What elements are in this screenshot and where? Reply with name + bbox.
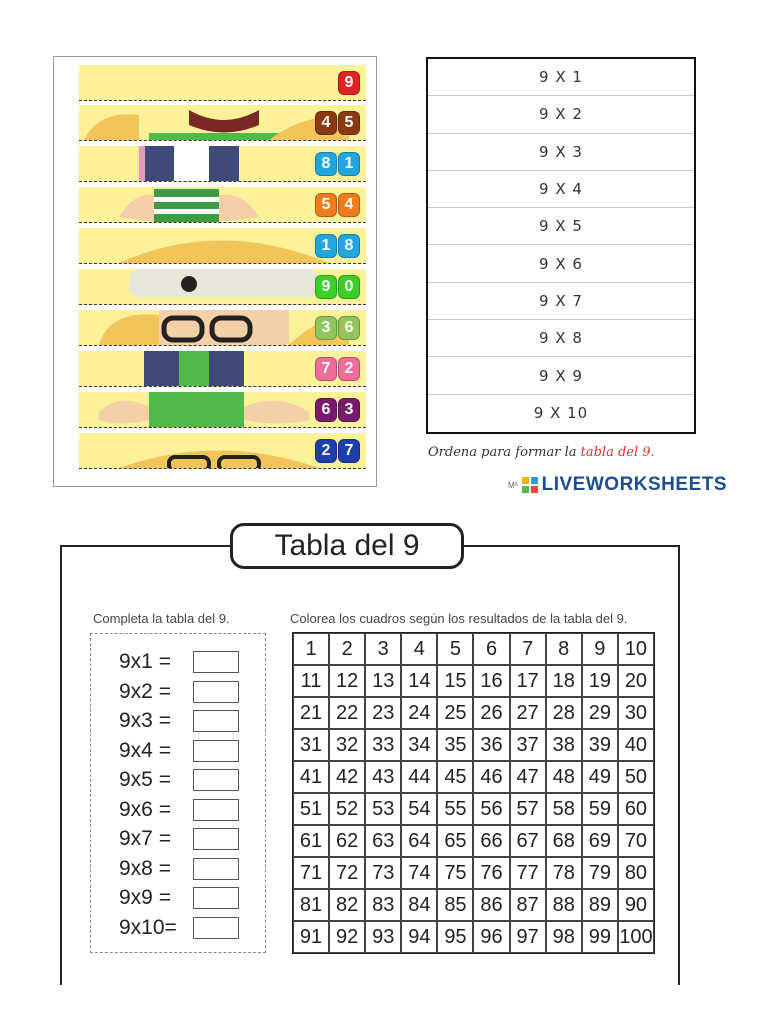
- grid-cell[interactable]: 63: [365, 825, 401, 857]
- grid-cell[interactable]: 21: [293, 697, 329, 729]
- puzzle-strip[interactable]: [79, 310, 366, 346]
- list-row[interactable]: 9 X 3: [428, 134, 694, 171]
- instruction-highlight: tabla del 9.: [580, 445, 655, 460]
- grid-cell[interactable]: 19: [582, 665, 618, 697]
- grid-cell[interactable]: 38: [546, 729, 582, 761]
- equation-label: 9x4 =: [119, 738, 171, 762]
- grid-cell[interactable]: 94: [401, 921, 437, 953]
- list-row[interactable]: 9 X 4: [428, 171, 694, 208]
- badge-digit: 8: [338, 234, 360, 258]
- badge-digit: 3: [315, 316, 337, 340]
- equation-box: [90, 633, 266, 953]
- answer-input[interactable]: [193, 740, 239, 762]
- grid-cell[interactable]: 24: [401, 697, 437, 729]
- grid-cell[interactable]: 53: [365, 793, 401, 825]
- equation-row: [119, 886, 239, 910]
- puzzle-strip[interactable]: [79, 269, 366, 305]
- puzzle-strip[interactable]: [79, 146, 366, 182]
- answer-input[interactable]: [193, 769, 239, 791]
- grid-cell[interactable]: 4: [401, 633, 437, 665]
- puzzle-strip[interactable]: [79, 433, 366, 469]
- strip-number-badge: [315, 316, 360, 340]
- grid-cell[interactable]: 69: [582, 825, 618, 857]
- grid-cell[interactable]: 10: [618, 633, 654, 665]
- grid-cell[interactable]: 84: [401, 889, 437, 921]
- list-row[interactable]: 9 X 1: [428, 59, 694, 96]
- badge-digit: 2: [315, 439, 337, 463]
- grid-cell[interactable]: 72: [329, 857, 365, 889]
- equation-row: [119, 768, 239, 792]
- grid-cell[interactable]: 82: [329, 889, 365, 921]
- grid-cell[interactable]: 1: [293, 633, 329, 665]
- grid-cell[interactable]: 12: [329, 665, 365, 697]
- grid-cell[interactable]: 29: [582, 697, 618, 729]
- grid-cell[interactable]: 32: [329, 729, 365, 761]
- grid-cell[interactable]: 57: [510, 793, 546, 825]
- grid-cell[interactable]: 18: [546, 665, 582, 697]
- grid-cell[interactable]: 5: [437, 633, 473, 665]
- grid-cell[interactable]: 13: [365, 665, 401, 697]
- grid-cell[interactable]: 41: [293, 761, 329, 793]
- grid-cell[interactable]: 78: [546, 857, 582, 889]
- badge-digit: 5: [338, 111, 360, 135]
- grid-cell[interactable]: 66: [473, 825, 509, 857]
- grid-cell[interactable]: 98: [546, 921, 582, 953]
- list-row[interactable]: 9 X 6: [428, 245, 694, 282]
- grid-cell[interactable]: 91: [293, 921, 329, 953]
- grid-cell[interactable]: 93: [365, 921, 401, 953]
- badge-digit: 1: [338, 152, 360, 176]
- grid-cell[interactable]: 14: [401, 665, 437, 697]
- grid-cell[interactable]: 30: [618, 697, 654, 729]
- puzzle-strip[interactable]: [79, 187, 366, 223]
- grid-cell[interactable]: 42: [329, 761, 365, 793]
- strip-number-badge: [315, 193, 360, 217]
- strip-number-badge: [315, 398, 360, 422]
- grid-cell[interactable]: 56: [473, 793, 509, 825]
- answer-input[interactable]: [193, 710, 239, 732]
- equation-label: 9x2 =: [119, 679, 171, 703]
- grid-cell[interactable]: 20: [618, 665, 654, 697]
- grid-cell[interactable]: 67: [510, 825, 546, 857]
- grid-cell[interactable]: 60: [618, 793, 654, 825]
- equation-label: 9x10=: [119, 915, 177, 939]
- grid-cell[interactable]: 37: [510, 729, 546, 761]
- grid-cell[interactable]: 77: [510, 857, 546, 889]
- grid-cell[interactable]: 81: [293, 889, 329, 921]
- grid-cell[interactable]: 9: [582, 633, 618, 665]
- badge-digit: 4: [338, 193, 360, 217]
- puzzle-strip[interactable]: [79, 65, 366, 101]
- grid-cell[interactable]: 28: [546, 697, 582, 729]
- equation-label: 9x3 =: [119, 709, 171, 732]
- grid-cell[interactable]: 87: [510, 889, 546, 921]
- grid-cell[interactable]: 47: [510, 761, 546, 793]
- instruction-prefix: Ordena para formar la: [428, 445, 581, 460]
- badge-digit: 2: [338, 357, 360, 381]
- strip-number-badge: [338, 71, 360, 95]
- grid-cell[interactable]: 36: [473, 729, 509, 761]
- equation-row: [119, 798, 239, 822]
- strip-number-badge: [315, 111, 360, 135]
- equation-row: [119, 709, 239, 733]
- equation-label: 9x8 =: [119, 856, 171, 880]
- list-row[interactable]: 9 X 2: [428, 96, 694, 133]
- grid-cell[interactable]: 68: [546, 825, 582, 857]
- equation-label: 9x6 =: [119, 797, 171, 821]
- grid-cell[interactable]: 99: [582, 921, 618, 953]
- grid-cell[interactable]: 17: [510, 665, 546, 697]
- grid-cell[interactable]: 49: [582, 761, 618, 793]
- badge-digit: 9: [315, 275, 337, 299]
- grid-cell[interactable]: 51: [293, 793, 329, 825]
- grid-cell[interactable]: 45: [437, 761, 473, 793]
- puzzle-strip[interactable]: [79, 228, 366, 264]
- liveworksheets-logo-text: LIVEWORKSHEETS: [541, 474, 728, 495]
- grid-cell[interactable]: 50: [618, 761, 654, 793]
- badge-digit: 0: [338, 275, 360, 299]
- author-mark: Mª: [508, 480, 518, 490]
- answer-input[interactable]: [193, 681, 239, 703]
- equation-row: [119, 916, 239, 940]
- grid-cell[interactable]: 95: [437, 921, 473, 953]
- answer-input[interactable]: [193, 799, 239, 821]
- hundred-grid: [292, 632, 655, 954]
- answer-input[interactable]: [193, 887, 239, 909]
- left-caption: Completa la tabla del 9.: [93, 611, 230, 626]
- right-caption: Colorea los cuadros según los resultados de la tabla del 9.: [290, 611, 628, 626]
- answer-input[interactable]: [193, 917, 239, 939]
- badge-digit: 9: [338, 71, 360, 95]
- grid-cell[interactable]: 92: [329, 921, 365, 953]
- grid-cell[interactable]: 75: [437, 857, 473, 889]
- puzzle-card: [53, 56, 377, 487]
- grid-cell[interactable]: 64: [401, 825, 437, 857]
- grid-cell[interactable]: 23: [365, 697, 401, 729]
- strip-number-badge: [315, 357, 360, 381]
- grid-cell[interactable]: 58: [546, 793, 582, 825]
- badge-digit: 3: [338, 398, 360, 422]
- grid-cell[interactable]: 46: [473, 761, 509, 793]
- equation-row: [119, 739, 239, 763]
- list-row[interactable]: 9 X 9: [428, 357, 694, 394]
- grid-cell[interactable]: 100: [618, 921, 654, 953]
- answer-input[interactable]: [193, 828, 239, 850]
- grid-cell[interactable]: 40: [618, 729, 654, 761]
- grid-cell[interactable]: 25: [437, 697, 473, 729]
- grid-cell[interactable]: 26: [473, 697, 509, 729]
- grid-cell[interactable]: 6: [473, 633, 509, 665]
- tabla-title: Tabla del 9: [230, 523, 464, 569]
- grid-cell[interactable]: 52: [329, 793, 365, 825]
- equation-row: [119, 650, 239, 674]
- grid-cell[interactable]: 96: [473, 921, 509, 953]
- grid-cell[interactable]: 76: [473, 857, 509, 889]
- badge-digit: 1: [315, 234, 337, 258]
- grid-cell[interactable]: 90: [618, 889, 654, 921]
- liveworksheets-watermark: [508, 474, 727, 496]
- equation-label: 9x7 =: [119, 827, 171, 850]
- grid-cell[interactable]: 39: [582, 729, 618, 761]
- grid-cell[interactable]: 59: [582, 793, 618, 825]
- strip-number-badge: [315, 234, 360, 258]
- grid-cell[interactable]: 65: [437, 825, 473, 857]
- grid-cell[interactable]: 27: [510, 697, 546, 729]
- grid-cell[interactable]: 88: [546, 889, 582, 921]
- puzzle-strip[interactable]: [79, 105, 366, 141]
- puzzle-strip[interactable]: [79, 351, 366, 387]
- grid-cell[interactable]: 61: [293, 825, 329, 857]
- list-row[interactable]: 9 X 5: [428, 208, 694, 245]
- badge-digit: 8: [315, 152, 337, 176]
- strip-number-badge: [315, 152, 360, 176]
- equation-label: 9x9 =: [119, 886, 171, 909]
- grid-cell[interactable]: 79: [582, 857, 618, 889]
- grid-cell[interactable]: 34: [401, 729, 437, 761]
- grid-cell[interactable]: 43: [365, 761, 401, 793]
- grid-cell[interactable]: 7: [510, 633, 546, 665]
- grid-cell[interactable]: 73: [365, 857, 401, 889]
- strip-number-badge: [315, 439, 360, 463]
- grid-cell[interactable]: 74: [401, 857, 437, 889]
- list-row[interactable]: 9 X 7: [428, 283, 694, 320]
- grid-cell[interactable]: 15: [437, 665, 473, 697]
- grid-cell[interactable]: 2: [329, 633, 365, 665]
- badge-digit: 7: [338, 439, 360, 463]
- strip-number-badge: [315, 275, 360, 299]
- list-row[interactable]: 9 X 8: [428, 320, 694, 357]
- grid-cell[interactable]: 8: [546, 633, 582, 665]
- grid-cell[interactable]: 44: [401, 761, 437, 793]
- badge-digit: 6: [338, 316, 360, 340]
- grid-cell[interactable]: 31: [293, 729, 329, 761]
- grid-cell[interactable]: 55: [437, 793, 473, 825]
- grid-cell[interactable]: 35: [437, 729, 473, 761]
- grid-cell[interactable]: 70: [618, 825, 654, 857]
- grid-cell[interactable]: 89: [582, 889, 618, 921]
- equation-row: [119, 857, 239, 881]
- list-row[interactable]: 9 X 10: [533, 404, 589, 423]
- grid-cell[interactable]: 48: [546, 761, 582, 793]
- grid-cell[interactable]: 86: [473, 889, 509, 921]
- grid-cell[interactable]: 54: [401, 793, 437, 825]
- strip-illustration: [79, 65, 366, 100]
- grid-cell[interactable]: 33: [365, 729, 401, 761]
- badge-digit: 4: [315, 111, 337, 135]
- grid-cell[interactable]: 97: [510, 921, 546, 953]
- answer-input[interactable]: [193, 651, 239, 673]
- grid-cell[interactable]: 3: [365, 633, 401, 665]
- equation-label: 9x5 =: [119, 768, 171, 791]
- equation-row: [119, 827, 239, 851]
- grid-cell[interactable]: 11: [293, 665, 329, 697]
- puzzle-strip[interactable]: [79, 392, 366, 428]
- grid-cell[interactable]: 62: [329, 825, 365, 857]
- grid-cell[interactable]: 80: [618, 857, 654, 889]
- badge-digit: 5: [315, 193, 337, 217]
- multiplication-list: [426, 57, 696, 434]
- liveworksheets-logo-icon: [522, 477, 538, 493]
- equation-label: 9x1 =: [119, 650, 171, 673]
- grid-cell[interactable]: 16: [473, 665, 509, 697]
- answer-input[interactable]: [193, 858, 239, 880]
- grid-cell[interactable]: 71: [293, 857, 329, 889]
- badge-digit: 6: [315, 398, 337, 422]
- instruction-text: [428, 445, 655, 460]
- grid-cell[interactable]: 85: [437, 889, 473, 921]
- grid-cell[interactable]: 83: [365, 889, 401, 921]
- grid-cell[interactable]: 22: [329, 697, 365, 729]
- badge-digit: 7: [315, 357, 337, 381]
- equation-row: [119, 680, 239, 704]
